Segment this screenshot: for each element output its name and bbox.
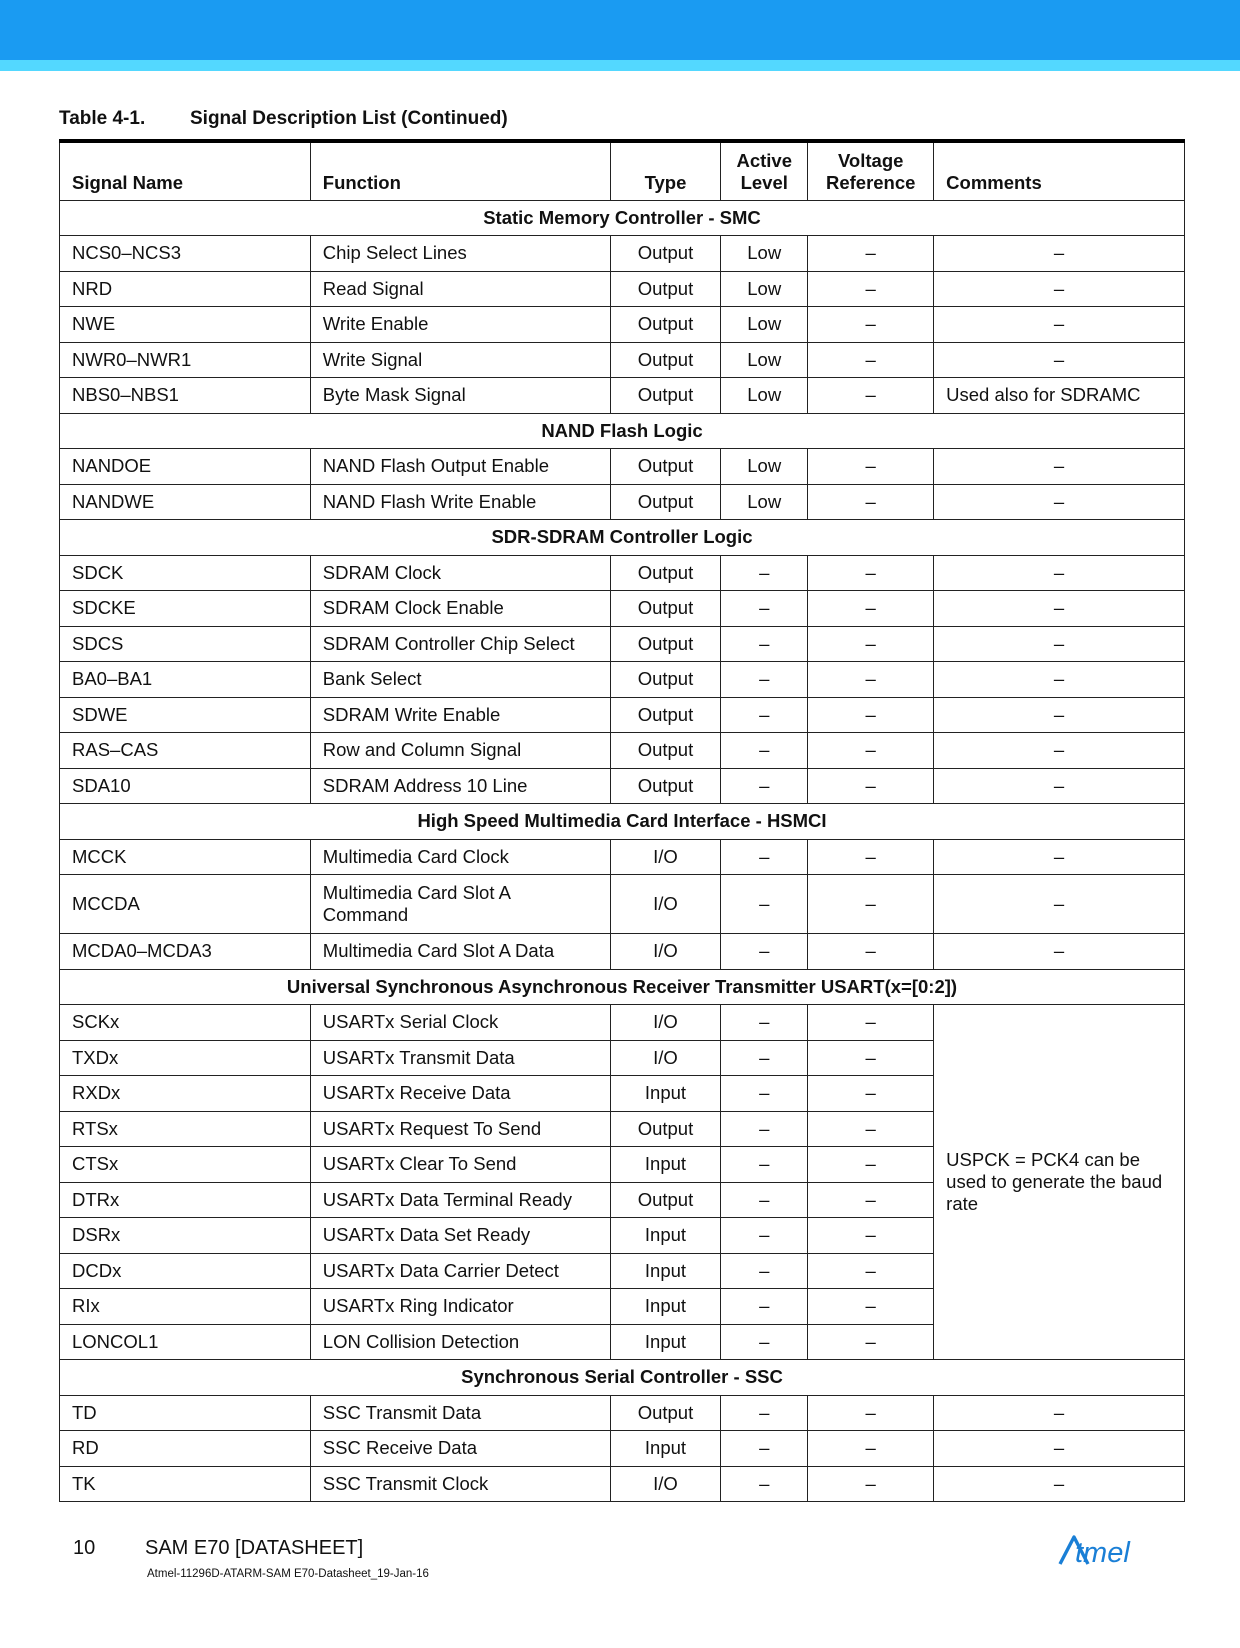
- type-cell: Input: [610, 1253, 721, 1289]
- signal-name-cell: SDCK: [60, 555, 311, 591]
- signal-name-cell: SDCKE: [60, 591, 311, 627]
- comments-cell: –: [934, 768, 1185, 804]
- table-row: [60, 236, 1185, 272]
- signal-name-cell: TD: [60, 1395, 311, 1431]
- function-cell: SDRAM Address 10 Line: [310, 768, 610, 804]
- signal-name-cell: SDCS: [60, 626, 311, 662]
- type-cell: Output: [610, 271, 721, 307]
- signal-name-cell: NANDWE: [60, 484, 311, 520]
- type-cell: Output: [610, 733, 721, 769]
- comments-cell: –: [934, 733, 1185, 769]
- type-cell: Output: [610, 591, 721, 627]
- table-row: [60, 449, 1185, 485]
- voltage-reference-cell: –: [808, 1076, 934, 1112]
- function-cell: Bank Select: [310, 662, 610, 698]
- type-cell: Output: [610, 626, 721, 662]
- active-level-cell: –: [721, 875, 808, 934]
- type-cell: Output: [610, 449, 721, 485]
- section-title: Universal Synchronous Asynchronous Receiver Transmitter USART(x=[0:2]): [60, 969, 1185, 1005]
- active-level-cell: Low: [721, 484, 808, 520]
- function-cell: USARTx Serial Clock: [310, 1005, 610, 1041]
- signal-name-cell: TXDx: [60, 1040, 311, 1076]
- table-row: [60, 662, 1185, 698]
- section-row: [60, 969, 1185, 1005]
- comments-cell: –: [934, 555, 1185, 591]
- voltage-reference-cell: –: [808, 1111, 934, 1147]
- section-title: Static Memory Controller - SMC: [60, 200, 1185, 236]
- voltage-reference-cell: –: [808, 1466, 934, 1502]
- header-band: [0, 0, 1240, 60]
- comments-cell: –: [934, 449, 1185, 485]
- active-level-cell: –: [721, 555, 808, 591]
- voltage-reference-cell: –: [808, 484, 934, 520]
- comments-cell: –: [934, 662, 1185, 698]
- active-level-cell: Low: [721, 236, 808, 272]
- voltage-reference-cell: –: [808, 1253, 934, 1289]
- active-level-cell: –: [721, 1147, 808, 1183]
- table-row: [60, 733, 1185, 769]
- function-cell: NAND Flash Write Enable: [310, 484, 610, 520]
- comments-cell: –: [934, 342, 1185, 378]
- comments-cell: –: [934, 875, 1185, 934]
- function-cell: SDRAM Clock: [310, 555, 610, 591]
- table-row: [60, 1466, 1185, 1502]
- type-cell: Input: [610, 1431, 721, 1467]
- voltage-reference-cell: –: [808, 236, 934, 272]
- table-row: [60, 934, 1185, 970]
- active-level-cell: –: [721, 1395, 808, 1431]
- section-title: NAND Flash Logic: [60, 413, 1185, 449]
- function-cell: USARTx Ring Indicator: [310, 1289, 610, 1325]
- comments-cell: –: [934, 484, 1185, 520]
- signal-name-cell: RD: [60, 1431, 311, 1467]
- type-cell: Output: [610, 342, 721, 378]
- function-cell: USARTx Data Set Ready: [310, 1218, 610, 1254]
- function-cell: USARTx Receive Data: [310, 1076, 610, 1112]
- active-level-cell: –: [721, 934, 808, 970]
- active-level-cell: –: [721, 1431, 808, 1467]
- comments-cell: –: [934, 934, 1185, 970]
- atmel-logo: [1058, 1534, 1170, 1573]
- table-row: [60, 1395, 1185, 1431]
- col-signal-name: Signal Name: [60, 141, 311, 200]
- comments-cell: –: [934, 839, 1185, 875]
- signal-name-cell: LONCOL1: [60, 1324, 311, 1360]
- active-level-cell: –: [721, 1005, 808, 1041]
- voltage-reference-cell: –: [808, 342, 934, 378]
- voltage-reference-cell: –: [808, 1431, 934, 1467]
- signal-name-cell: MCCDA: [60, 875, 311, 934]
- voltage-reference-cell: –: [808, 1324, 934, 1360]
- voltage-reference-cell: –: [808, 378, 934, 414]
- active-level-cell: –: [721, 591, 808, 627]
- comments-cell: USPCK = PCK4 can be used to generate the baud rate: [934, 1005, 1185, 1360]
- signal-name-cell: DTRx: [60, 1182, 311, 1218]
- table-row: [60, 697, 1185, 733]
- table-row: [60, 626, 1185, 662]
- voltage-reference-cell: –: [808, 1005, 934, 1041]
- type-cell: Input: [610, 1147, 721, 1183]
- comments-cell: –: [934, 591, 1185, 627]
- type-cell: Output: [610, 1182, 721, 1218]
- signal-name-cell: BA0–BA1: [60, 662, 311, 698]
- active-level-cell: –: [721, 626, 808, 662]
- col-voltage-reference: Voltage Reference: [808, 141, 934, 200]
- table-row: [60, 591, 1185, 627]
- function-cell: SDRAM Controller Chip Select: [310, 626, 610, 662]
- voltage-reference-cell: –: [808, 449, 934, 485]
- active-level-cell: Low: [721, 307, 808, 343]
- function-cell: USARTx Data Carrier Detect: [310, 1253, 610, 1289]
- signal-name-cell: NANDOE: [60, 449, 311, 485]
- active-level-cell: –: [721, 1466, 808, 1502]
- function-cell: SSC Transmit Data: [310, 1395, 610, 1431]
- voltage-reference-cell: –: [808, 591, 934, 627]
- function-cell: LON Collision Detection: [310, 1324, 610, 1360]
- active-level-cell: –: [721, 768, 808, 804]
- function-cell: USARTx Clear To Send: [310, 1147, 610, 1183]
- type-cell: I/O: [610, 1466, 721, 1502]
- type-cell: Output: [610, 484, 721, 520]
- type-cell: I/O: [610, 839, 721, 875]
- voltage-reference-cell: –: [808, 1182, 934, 1218]
- active-level-cell: –: [721, 1289, 808, 1325]
- type-cell: I/O: [610, 875, 721, 934]
- type-cell: Output: [610, 1111, 721, 1147]
- signal-name-cell: RXDx: [60, 1076, 311, 1112]
- type-cell: Output: [610, 768, 721, 804]
- table-row: [60, 1431, 1185, 1467]
- voltage-reference-cell: –: [808, 1289, 934, 1325]
- active-level-cell: –: [721, 1218, 808, 1254]
- comments-cell: Used also for SDRAMC: [934, 378, 1185, 414]
- voltage-reference-cell: –: [808, 733, 934, 769]
- type-cell: I/O: [610, 1040, 721, 1076]
- signal-description-table: [59, 139, 1185, 1502]
- type-cell: Input: [610, 1218, 721, 1254]
- function-cell: Byte Mask Signal: [310, 378, 610, 414]
- active-level-cell: –: [721, 697, 808, 733]
- table-row: [60, 875, 1185, 934]
- signal-name-cell: DSRx: [60, 1218, 311, 1254]
- voltage-reference-cell: –: [808, 626, 934, 662]
- table-row: [60, 378, 1185, 414]
- section-row: [60, 804, 1185, 840]
- active-level-cell: Low: [721, 342, 808, 378]
- signal-name-cell: SDWE: [60, 697, 311, 733]
- signal-name-cell: CTSx: [60, 1147, 311, 1183]
- table-row: [60, 839, 1185, 875]
- type-cell: Output: [610, 236, 721, 272]
- signal-name-cell: NCS0–NCS3: [60, 236, 311, 272]
- active-level-cell: –: [721, 733, 808, 769]
- voltage-reference-cell: –: [808, 1040, 934, 1076]
- comments-cell: –: [934, 697, 1185, 733]
- function-cell: Write Enable: [310, 307, 610, 343]
- col-type: Type: [610, 141, 721, 200]
- active-level-cell: –: [721, 1111, 808, 1147]
- function-cell: SDRAM Clock Enable: [310, 591, 610, 627]
- voltage-reference-cell: –: [808, 1147, 934, 1183]
- type-cell: Output: [610, 555, 721, 591]
- table-row: [60, 342, 1185, 378]
- table-row: [60, 484, 1185, 520]
- type-cell: Input: [610, 1076, 721, 1112]
- active-level-cell: –: [721, 662, 808, 698]
- voltage-reference-cell: –: [808, 1395, 934, 1431]
- section-row: [60, 520, 1185, 556]
- comments-cell: –: [934, 236, 1185, 272]
- comments-cell: –: [934, 626, 1185, 662]
- active-level-cell: –: [721, 1040, 808, 1076]
- function-cell: Read Signal: [310, 271, 610, 307]
- function-cell: Multimedia Card Slot A Command: [310, 875, 610, 934]
- svg-text:tmel: tmel: [1075, 1537, 1130, 1568]
- signal-name-cell: SDA10: [60, 768, 311, 804]
- signal-name-cell: NWE: [60, 307, 311, 343]
- type-cell: Output: [610, 378, 721, 414]
- function-cell: Chip Select Lines: [310, 236, 610, 272]
- col-function: Function: [310, 141, 610, 200]
- comments-cell: –: [934, 271, 1185, 307]
- voltage-reference-cell: –: [808, 934, 934, 970]
- comments-cell: –: [934, 1466, 1185, 1502]
- signal-name-cell: SCKx: [60, 1005, 311, 1041]
- signal-name-cell: MCDA0–MCDA3: [60, 934, 311, 970]
- section-row: [60, 200, 1185, 236]
- function-cell: Multimedia Card Slot A Data: [310, 934, 610, 970]
- voltage-reference-cell: –: [808, 839, 934, 875]
- comments-cell: –: [934, 307, 1185, 343]
- active-level-cell: Low: [721, 449, 808, 485]
- type-cell: Input: [610, 1289, 721, 1325]
- active-level-cell: –: [721, 839, 808, 875]
- function-cell: USARTx Request To Send: [310, 1111, 610, 1147]
- signal-name-cell: RTSx: [60, 1111, 311, 1147]
- voltage-reference-cell: –: [808, 271, 934, 307]
- type-cell: Output: [610, 1395, 721, 1431]
- active-level-cell: –: [721, 1182, 808, 1218]
- voltage-reference-cell: –: [808, 307, 934, 343]
- type-cell: I/O: [610, 934, 721, 970]
- table-header-row: [60, 141, 1185, 200]
- voltage-reference-cell: –: [808, 555, 934, 591]
- type-cell: Input: [610, 1324, 721, 1360]
- table-caption: [59, 108, 508, 130]
- section-title: High Speed Multimedia Card Interface - HSMCI: [60, 804, 1185, 840]
- type-cell: Output: [610, 697, 721, 733]
- comments-cell: –: [934, 1395, 1185, 1431]
- function-cell: Write Signal: [310, 342, 610, 378]
- table-row: [60, 1005, 1185, 1041]
- voltage-reference-cell: –: [808, 662, 934, 698]
- table-row: [60, 307, 1185, 343]
- table-title: Signal Description List (Continued): [190, 108, 508, 129]
- section-row: [60, 413, 1185, 449]
- header-stripe: [0, 60, 1240, 71]
- col-comments: Comments: [934, 141, 1185, 200]
- signal-name-cell: RIx: [60, 1289, 311, 1325]
- active-level-cell: –: [721, 1253, 808, 1289]
- function-cell: NAND Flash Output Enable: [310, 449, 610, 485]
- type-cell: Output: [610, 662, 721, 698]
- comments-cell: –: [934, 1431, 1185, 1467]
- table-row: [60, 555, 1185, 591]
- signal-name-cell: NBS0–NBS1: [60, 378, 311, 414]
- table-row: [60, 768, 1185, 804]
- active-level-cell: –: [721, 1324, 808, 1360]
- voltage-reference-cell: –: [808, 1218, 934, 1254]
- signal-name-cell: TK: [60, 1466, 311, 1502]
- table-row: [60, 271, 1185, 307]
- voltage-reference-cell: –: [808, 697, 934, 733]
- type-cell: Output: [610, 307, 721, 343]
- signal-name-cell: DCDx: [60, 1253, 311, 1289]
- footer-title: SAM E70 [DATASHEET]: [145, 1537, 364, 1559]
- type-cell: I/O: [610, 1005, 721, 1041]
- section-title: SDR-SDRAM Controller Logic: [60, 520, 1185, 556]
- signal-name-cell: RAS–CAS: [60, 733, 311, 769]
- page-number: 10: [73, 1537, 96, 1559]
- active-level-cell: Low: [721, 271, 808, 307]
- active-level-cell: –: [721, 1076, 808, 1112]
- function-cell: SSC Transmit Clock: [310, 1466, 610, 1502]
- signal-name-cell: NWR0–NWR1: [60, 342, 311, 378]
- voltage-reference-cell: –: [808, 768, 934, 804]
- voltage-reference-cell: –: [808, 875, 934, 934]
- active-level-cell: Low: [721, 378, 808, 414]
- footer-doc-id: Atmel-11296D-ATARM-SAM E70-Datasheet_19-Jan-16: [147, 1568, 429, 1580]
- signal-name-cell: MCCK: [60, 839, 311, 875]
- function-cell: Multimedia Card Clock: [310, 839, 610, 875]
- table-number: Table 4-1.: [59, 108, 146, 129]
- function-cell: SDRAM Write Enable: [310, 697, 610, 733]
- section-title: Synchronous Serial Controller - SSC: [60, 1360, 1185, 1396]
- section-row: [60, 1360, 1185, 1396]
- signal-name-cell: NRD: [60, 271, 311, 307]
- function-cell: USARTx Transmit Data: [310, 1040, 610, 1076]
- function-cell: USARTx Data Terminal Ready: [310, 1182, 610, 1218]
- function-cell: Row and Column Signal: [310, 733, 610, 769]
- function-cell: SSC Receive Data: [310, 1431, 610, 1467]
- col-active-level: Active Level: [721, 141, 808, 200]
